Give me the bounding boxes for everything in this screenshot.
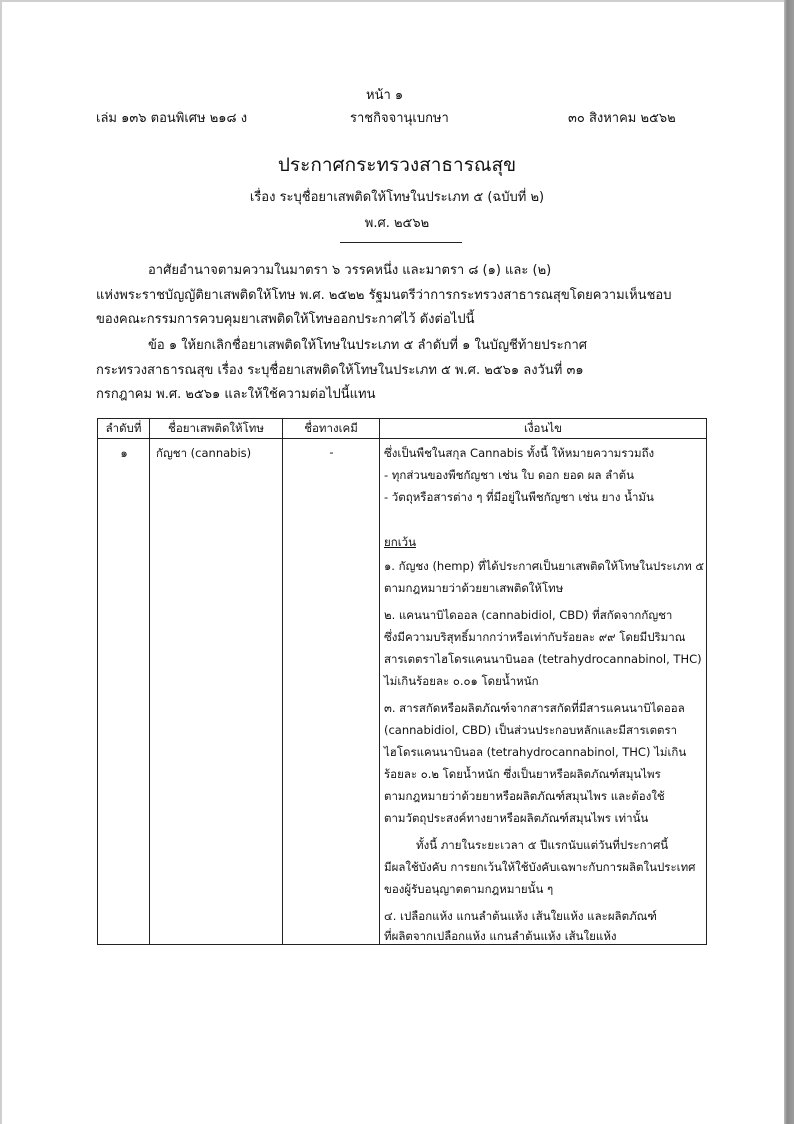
condition-line: ของผู้รับอนุญาตตามกฎหมายนั้น ๆ (384, 882, 554, 896)
row-number: ๑ (120, 446, 128, 460)
exception-label: ยกเว้น (384, 535, 416, 549)
condition-line: ๓. สารสกัดหรือผลิตภัณฑ์จากสารสกัดที่มีสารแคนนาบิไดออล (384, 701, 685, 715)
cell-conditions (380, 439, 707, 945)
condition-line: มีผลใช้บังคับ การยกเว้นให้ใช้บังคับเฉพาะกับการผลิตในประเทศ (384, 860, 696, 874)
condition-line: (cannabidiol, CBD) เป็นส่วนประกอบหลักและมีสารเตตรา (384, 723, 678, 737)
chemical-name: - (329, 445, 334, 459)
title-divider (340, 242, 462, 243)
condition-line: ตามวัตถุประสงค์ทางยาหรือผลิตภัณฑ์สมุนไพร เท่านั้น (384, 811, 649, 825)
condition-line: ๑. กัญชง (hemp) ที่ได้ประกาศเป็นยาเสพติดให้โทษในประเภท ๕ (384, 559, 705, 573)
clause-line: กระทรวงสาธารณสุข เรื่อง ระบุชื่อยาเสพติดให้โทษในประเภท ๕ พ.ศ. ๒๕๖๑ ลงวันที่ ๓๑ (96, 362, 584, 378)
preamble-line: ของคณะกรรมการควบคุมยาเสพติดให้โทษออกประกาศไว้ ดังต่อไปนี้ (96, 312, 475, 327)
header-order: ลำดับที่ (98, 419, 150, 439)
preamble-paragraph (96, 259, 706, 333)
gazette-name: ราชกิจจานุเบกษา (350, 111, 449, 126)
page-edge-top (0, 0, 794, 2)
condition-line: ซึ่งมีความบริสุทธิ์มากกว่าหรือเท่ากับร้อยละ ๙๙ โดยมีปริมาณ (384, 630, 686, 644)
cell-drug-name (150, 439, 283, 945)
condition-line: ไม่เกินร้อยละ ๐.๐๑ โดยน้ำหนัก (384, 674, 539, 688)
clause-line: ข้อ ๑ ให้ยกเลิกชื่อยาเสพติดให้โทษในประเภท ๕ ลำดับที่ ๑ ในบัญชีท้ายประกาศ (148, 338, 588, 353)
clause-line: กรกฎาคม พ.ศ. ๒๕๖๑ และให้ใช้ความต่อไปนี้แทน (96, 387, 376, 402)
condition-line: ๔. เปลือกแห้ง แกนลำต้นแห้ง เส้นใยแห้ง และผลิตภัณฑ์ (384, 909, 657, 923)
document-year: พ.ศ. ๒๕๖๒ (364, 216, 430, 231)
condition-line: ไฮโดรแคนนาบินอล (tetrahydrocannabinol, THC) ไม่เกิน (384, 745, 687, 759)
drug-name: กัญชา (cannabis) (156, 446, 252, 460)
document-subject: เรื่อง ระบุชื่อยาเสพติดให้โทษในประเภท ๕ (ฉบับที่ ๒) (249, 190, 545, 205)
cell-chemical-name (283, 439, 380, 945)
condition-line: ตามกฎหมายว่าด้วยยาเสพติดให้โทษ (384, 581, 564, 595)
header-chemical-name: ชื่อทางเคมี (283, 419, 380, 439)
condition-line: - วัตถุหรือสารต่าง ๆ ที่มีอยู่ในพืชกัญชา เช่น ยาง น้ำมัน (384, 490, 654, 504)
gazette-date: ๓๐ สิงหาคม ๒๕๖๒ (568, 111, 676, 126)
preamble-line: แห่งพระราชบัญญัติยาเสพติดให้โทษ พ.ศ. ๒๕๒๒ รัฐมนตรีว่าการกระทรวงสาธารณสุขโดยความเห็นชอบ (96, 287, 672, 303)
conditions-text (380, 439, 706, 944)
condition-line: ซึ่งเป็นพืชในสกุล Cannabis ทั้งนี้ ให้หมายความรวมถึง (384, 446, 655, 460)
header-conditions: เงื่อนไข (380, 419, 707, 439)
condition-line: สารเตตราไฮโดรแคนนาบินอล (tetrahydrocannabinol, THC) (384, 652, 702, 666)
condition-line: ๒. แคนนาบิไดออล (cannabidiol, CBD) ที่สกัดจากกัญชา (384, 608, 673, 622)
gazette-volume: เล่ม ๑๓๖ ตอนพิเศษ ๒๑๘ ง (96, 111, 248, 126)
page-number: หน้า ๑ (366, 88, 404, 103)
narcotics-table (97, 418, 707, 945)
cell-order (98, 439, 150, 945)
clause-1-paragraph (96, 334, 706, 408)
table-row (98, 439, 707, 945)
condition-line: ทั้งนี้ ภายในระยะเวลา ๕ ปีแรกนับแต่วันที่ประกาศนี้ (416, 838, 669, 852)
condition-line: ตามกฎหมายว่าด้วยยาหรือผลิตภัณฑ์สมุนไพร และต้องใช้ (384, 789, 665, 803)
condition-line: - ทุกส่วนของพืชกัญชา เช่น ใบ ดอก ยอด ผล ลำต้น (384, 468, 634, 482)
document-title: ประกาศกระทรวงสาธารณสุข (277, 154, 517, 176)
preamble-line: อาศัยอำนาจตามความในมาตรา ๖ วรรคหนึ่ง และมาตรา ๘ (๑) และ (๒) (148, 263, 552, 278)
header-drug-name: ชื่อยาเสพติดให้โทษ (150, 419, 283, 439)
condition-line: ที่ผลิตจากเปลือกแห้ง แกนลำต้นแห้ง เส้นใยแห้ง (384, 929, 617, 943)
table-header-row (98, 419, 707, 439)
condition-line: ร้อยละ ๐.๒ โดยน้ำหนัก ซึ่งเป็นยาหรือผลิตภัณฑ์สมุนไพร (384, 767, 661, 781)
